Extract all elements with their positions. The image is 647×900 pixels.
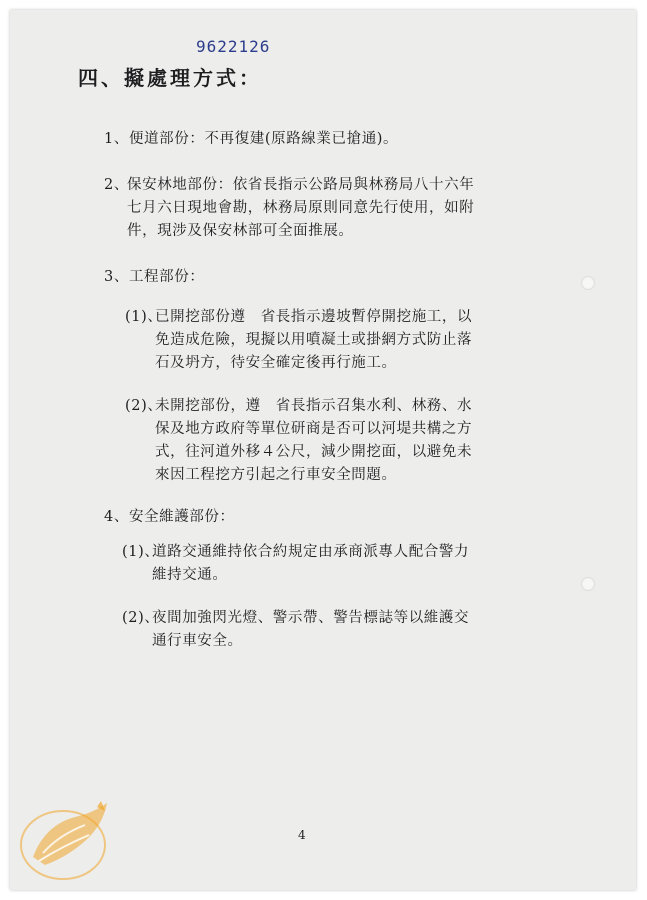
sub-item-line: 未開挖部份，遵 省長指示召集水利、林務、水 <box>155 398 473 414</box>
sub-item-4-1 <box>122 541 469 587</box>
item-line: 七月六日現地會勘，林務局原則同意先行使用，如附 <box>127 200 475 216</box>
sub-item-line: 道路交通維持依合約規定由承商派專人配合警力 <box>152 544 470 560</box>
sub-item-line: 維持交通。 <box>152 567 228 583</box>
item-number: 3、 <box>104 269 129 285</box>
sub-item-3-1 <box>125 306 472 375</box>
sub-item-line: 石及坍方，待安全確定後再行施工。 <box>155 355 397 371</box>
item-line: 保安林地部份：依省長指示公路局與林務局八十六年 <box>127 177 475 193</box>
punch-hole <box>581 276 595 290</box>
sub-item-line: 已開挖部份遵 省長指示邊坡暫停開挖施工，以 <box>155 309 473 325</box>
list-item-3 <box>104 266 204 289</box>
item-number: 2、 <box>104 177 129 193</box>
punch-hole <box>581 577 595 591</box>
sub-item-number: (1)、 <box>125 309 163 325</box>
item-text: 工程部份： <box>128 269 205 285</box>
sub-item-line: 保及地方政府等單位研商是否可以河堤共構之方 <box>155 421 473 437</box>
sub-item-number: (2)、 <box>125 398 163 414</box>
list-item-4 <box>104 506 235 529</box>
sub-item-line: 夜間加強閃光燈、警示帶、警告標誌等以維護交 <box>152 610 470 626</box>
sub-item-number: (1)、 <box>122 544 160 560</box>
item-number: 1、 <box>104 131 129 147</box>
list-item-1 <box>104 128 398 151</box>
stamp-number: 9622126 <box>196 37 271 56</box>
document-page <box>10 10 636 890</box>
sub-item-4-2 <box>122 607 469 653</box>
item-line: 件，現涉及保安林部可全面推展。 <box>127 223 354 239</box>
sub-item-line: 免造成危險，現擬以用噴凝土或掛網方式防止落 <box>155 332 473 348</box>
sub-item-3-2 <box>125 395 472 487</box>
sub-item-line: 式，往河道外移４公尺，減少開挖面，以避免未 <box>155 444 473 460</box>
item-text: 便道部份：不再復建(原路線業已搶通)。 <box>128 131 399 147</box>
sub-item-number: (2)、 <box>122 610 160 626</box>
sub-item-line: 來因工程挖方引起之行車安全問題。 <box>155 467 397 483</box>
archive-logo-icon <box>15 795 120 885</box>
item-number: 4、 <box>104 509 129 525</box>
list-item-2 <box>104 174 474 243</box>
sub-item-line: 通行車安全。 <box>152 633 243 649</box>
item-text: 安全維護部份： <box>128 509 235 525</box>
section-heading: 四、擬處理方式： <box>78 66 262 90</box>
page-number: 4 <box>298 828 306 842</box>
